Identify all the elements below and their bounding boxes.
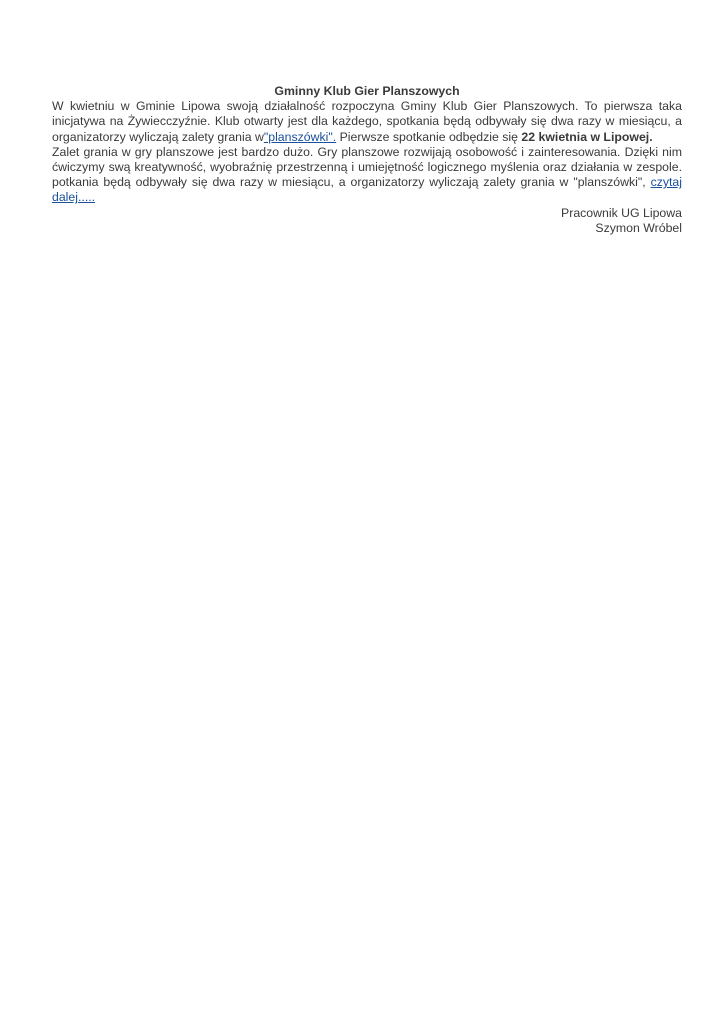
document-title: Gminny Klub Gier Planszowych [274, 84, 460, 98]
signature [52, 206, 682, 236]
planszowki-link[interactable]: "planszówki". [263, 129, 337, 144]
read-more-link[interactable]: czytaj dalej..... [52, 175, 682, 205]
intro-paragraph [52, 99, 682, 145]
meeting-date: 22 kwietnia w Lipowej. [521, 129, 653, 144]
signature-name: Szymon Wróbel [595, 220, 682, 235]
first-meeting-text: Pierwsze spotkanie odbędzie się [336, 129, 522, 144]
document-page [52, 84, 682, 236]
signature-position: Pracownik UG Lipowa [561, 205, 682, 220]
intro-text: W kwietniu w Gminie Lipowa swoją działalność rozpoczyna Gminy Klub Gier Planszowych. To pierwsza taka inicjatywa na Żywiecczyźnie. Klub otwarty jest dla każdego, spotkania będą odbywały się dwa razy w miesiącu, a organizatorzy wyliczają zalety grania w [52, 99, 682, 144]
benefits-paragraph [52, 145, 682, 206]
benefits-text: Zalet grania w gry planszowe jest bardzo dużo. Gry planszowe rozwijają osobowość i zainteresowania. Dzięki nim ćwiczymy swą kreatywność, wyobraźnię przestrzenną i umiejętność logicznego myślenia oraz działania w zespole. potkania będą odbywały się dwa razy w miesiącu, a organizatorzy wyliczają zalety grania w "planszówki", [52, 144, 682, 190]
